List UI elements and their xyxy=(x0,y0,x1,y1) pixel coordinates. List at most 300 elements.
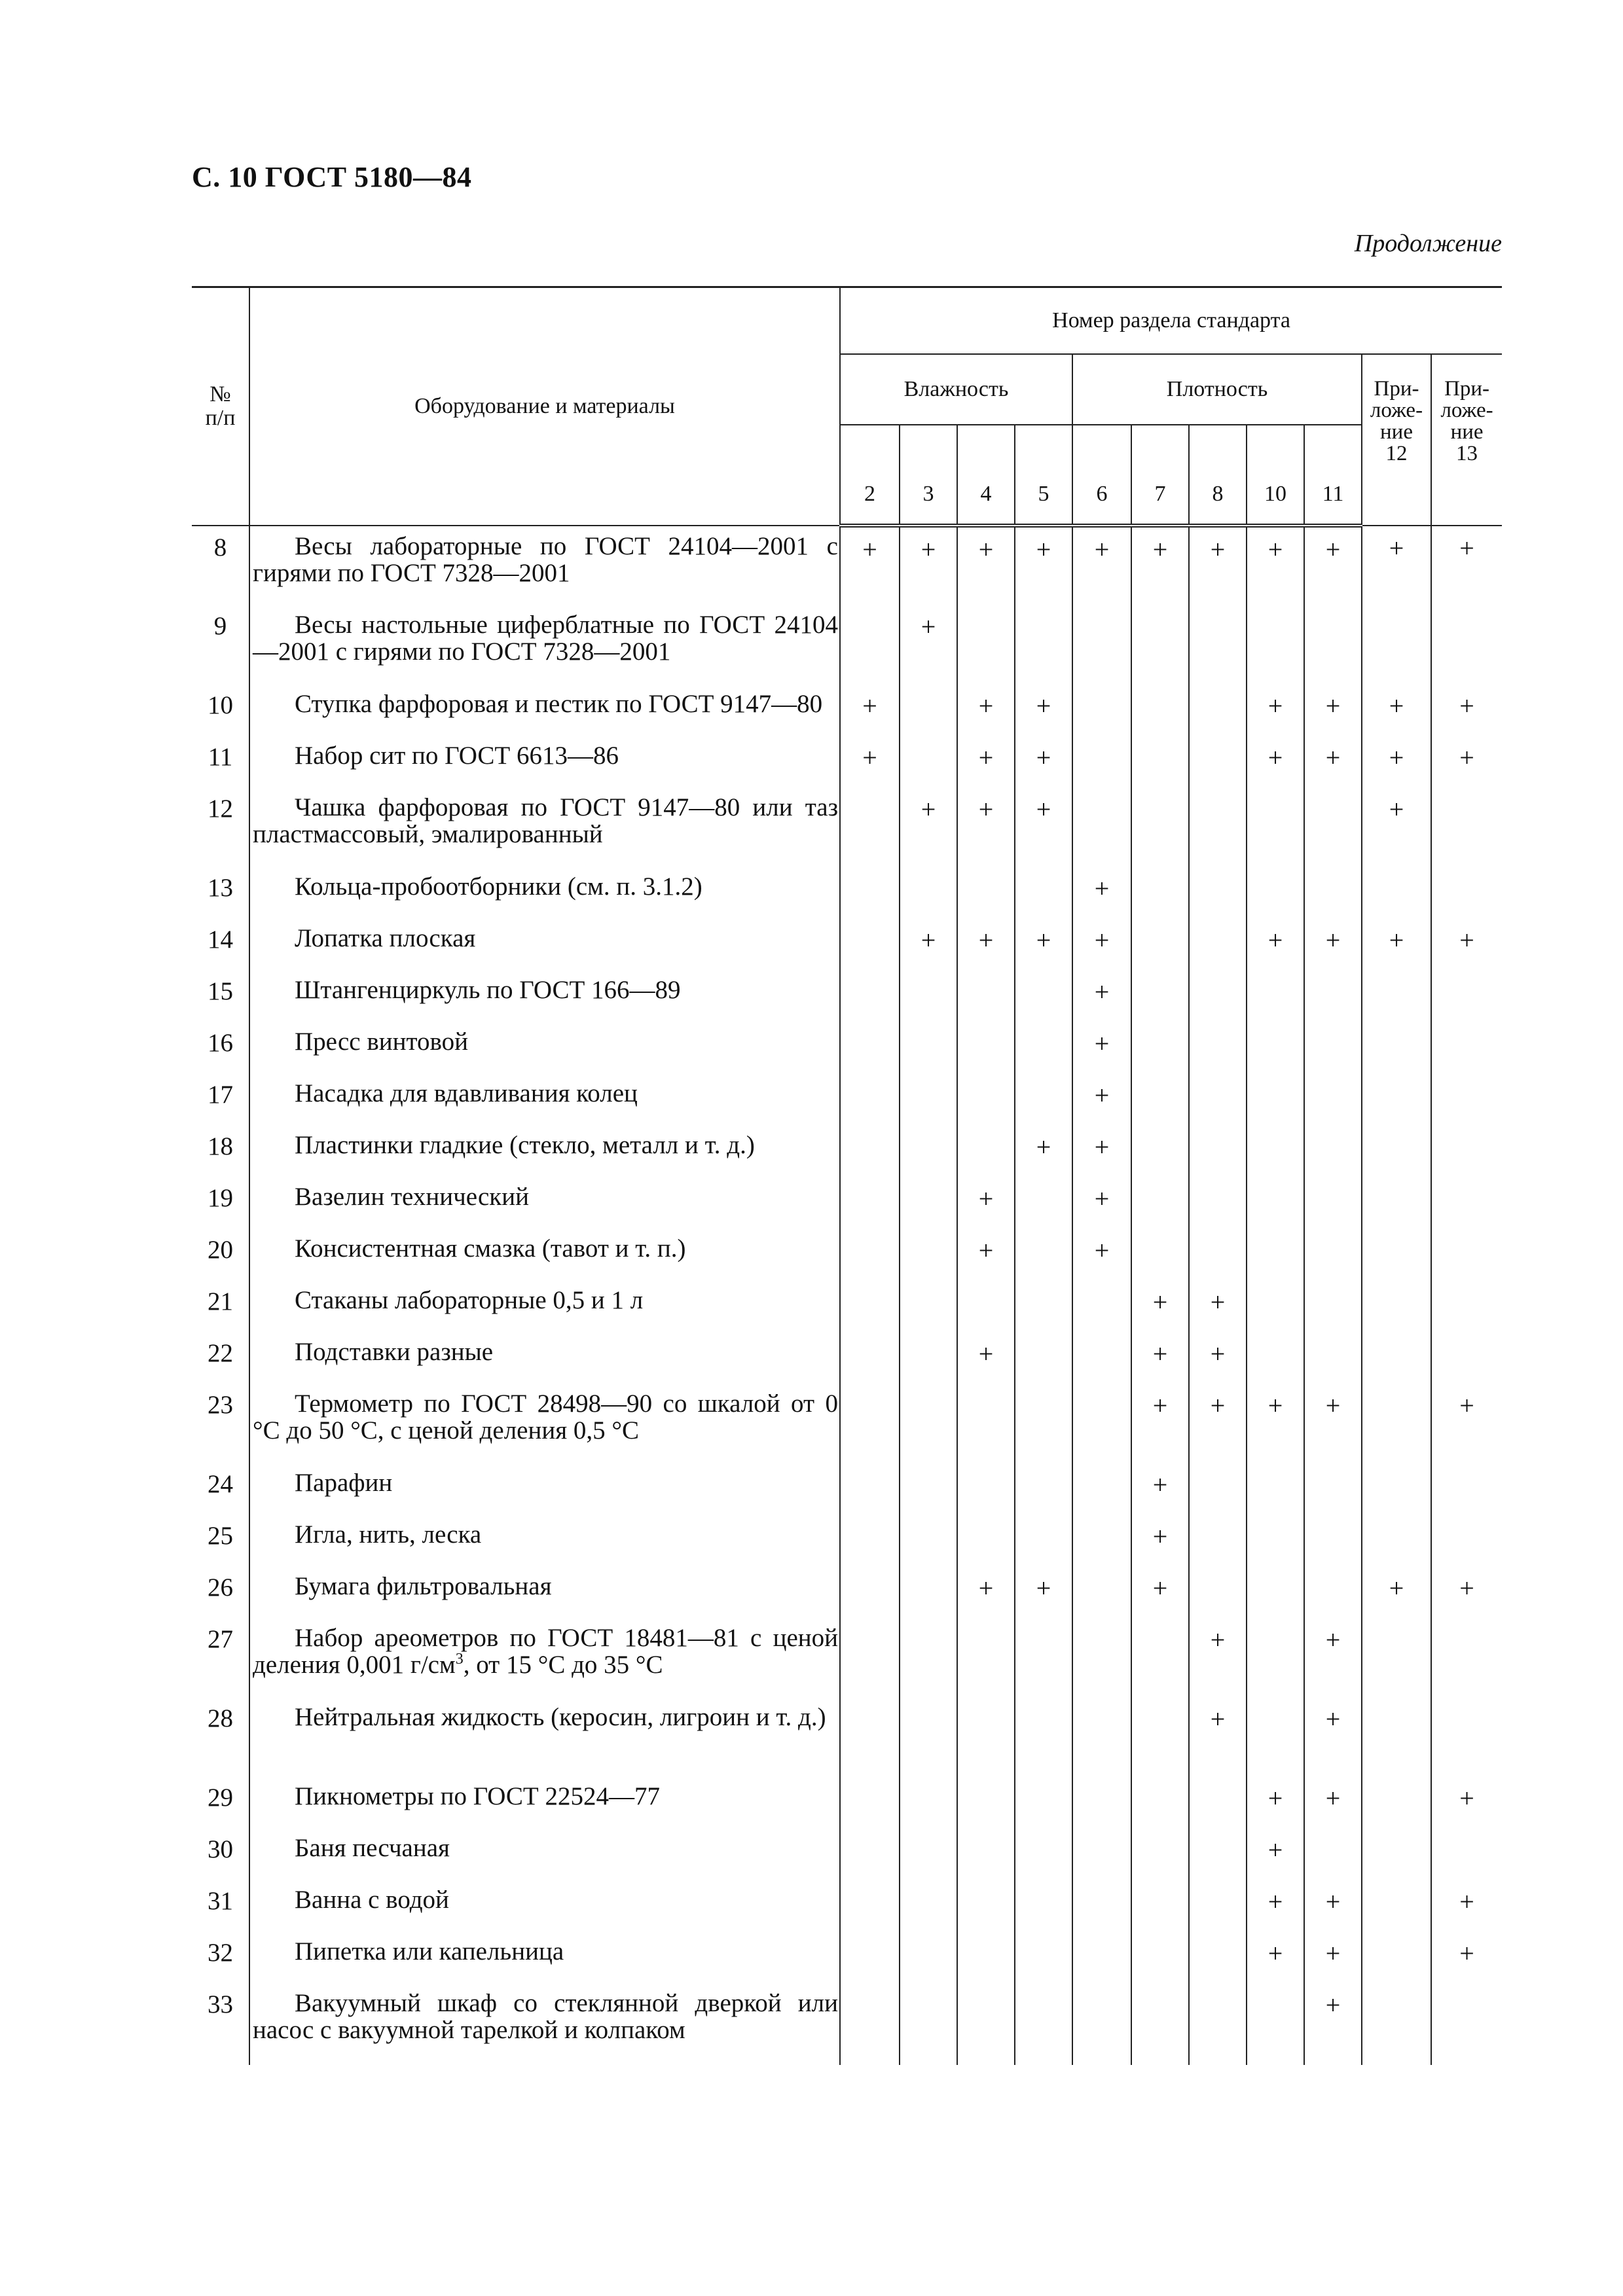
mark-cell: + xyxy=(1304,921,1362,973)
row-number: 26 xyxy=(192,1569,249,1621)
mark-cell xyxy=(1304,1283,1362,1335)
equipment-text: Подставки разные xyxy=(295,1338,494,1366)
mark-cell: + xyxy=(957,526,1015,607)
table-row xyxy=(192,738,1502,790)
table-row xyxy=(192,1465,1502,1517)
mark-cell xyxy=(1431,1283,1502,1335)
mark-cell xyxy=(900,1986,957,2065)
row-number: 13 xyxy=(192,869,249,921)
mark-cell xyxy=(900,1700,957,1779)
mark-cell: + xyxy=(1072,973,1131,1024)
equipment-text: Ванна с водой xyxy=(295,1886,449,1914)
mark-cell xyxy=(1362,1283,1431,1335)
equipment-text: Пипетка или капельница xyxy=(295,1937,564,1965)
table-row xyxy=(192,1700,1502,1779)
mark-cell: + xyxy=(1247,1882,1304,1934)
mark-cell xyxy=(1431,1024,1502,1076)
mark-cell: + xyxy=(1189,1335,1247,1386)
equipment-name xyxy=(249,1231,840,1283)
equipment-text: Термометр по ГОСТ 28498—90 со шкалой от 0 °С до 50 °С, с ценой деления 0,5 °С xyxy=(253,1390,838,1444)
mark-cell xyxy=(900,1621,957,1700)
section-number-2: 2 xyxy=(840,425,900,526)
mark-cell xyxy=(1362,1986,1431,2065)
mark-cell xyxy=(1431,790,1502,869)
mark-cell xyxy=(1431,1831,1502,1882)
mark-cell: + xyxy=(900,607,957,687)
mark-cell: + xyxy=(840,526,900,607)
equipment-text: Набор ареометров по ГОСТ 18481—81 с ценой деления 0,001 г/см xyxy=(253,1624,838,1679)
equipment-name xyxy=(249,790,840,869)
mark-cell xyxy=(840,1231,900,1283)
equipment-text: Лопатка плоская xyxy=(295,924,476,952)
mark-cell xyxy=(1304,1335,1362,1386)
mark-cell xyxy=(1362,1934,1431,1986)
section-number-10: 10 xyxy=(1247,425,1304,526)
mark-cell xyxy=(840,973,900,1024)
mark-cell xyxy=(1015,1465,1072,1517)
mark-cell: + xyxy=(1431,687,1502,738)
mark-cell xyxy=(1247,1700,1304,1779)
mark-cell xyxy=(1072,1934,1131,1986)
mark-cell xyxy=(1189,1517,1247,1569)
mark-cell: + xyxy=(1362,526,1431,607)
mark-cell xyxy=(1072,1335,1131,1386)
mark-cell xyxy=(1189,687,1247,738)
equipment-text: Насадка для вдавливания колец xyxy=(295,1079,638,1107)
table-row xyxy=(192,687,1502,738)
mark-cell xyxy=(1189,1465,1247,1517)
mark-cell xyxy=(1247,1076,1304,1128)
mark-cell xyxy=(1072,1386,1131,1465)
mark-cell xyxy=(1072,1569,1131,1621)
equipment-text: Кольца-пробоотборники (см. п. 3.1.2) xyxy=(295,872,702,901)
row-number: 18 xyxy=(192,1128,249,1179)
mark-cell xyxy=(1189,1779,1247,1831)
mark-cell xyxy=(957,1621,1015,1700)
mark-cell xyxy=(840,1700,900,1779)
mark-cell xyxy=(957,1386,1015,1465)
equipment-text: Чашка фарфоровая по ГОСТ 9147—80 или таз пластмассовый, эмалированный xyxy=(253,793,838,848)
section-number-6: 6 xyxy=(1072,425,1131,526)
mark-cell xyxy=(1362,1517,1431,1569)
row-number: 9 xyxy=(192,607,249,687)
mark-cell: + xyxy=(957,687,1015,738)
mark-cell: + xyxy=(1431,526,1502,607)
mark-cell xyxy=(1304,1179,1362,1231)
mark-cell xyxy=(1304,1569,1362,1621)
table-row xyxy=(192,1386,1502,1465)
mark-cell xyxy=(1189,1986,1247,2065)
mark-cell: + xyxy=(1431,1779,1502,1831)
row-number: 22 xyxy=(192,1335,249,1386)
mark-cell xyxy=(840,1882,900,1934)
mark-cell: + xyxy=(1431,921,1502,973)
mark-cell xyxy=(1304,607,1362,687)
mark-cell xyxy=(1189,1882,1247,1934)
mark-cell xyxy=(840,1779,900,1831)
mark-cell: + xyxy=(1362,790,1431,869)
mark-cell: + xyxy=(1131,1569,1189,1621)
mark-cell xyxy=(1015,1076,1072,1128)
mark-cell: + xyxy=(1072,1179,1131,1231)
mark-cell xyxy=(1015,1882,1072,1934)
mark-cell xyxy=(1189,1179,1247,1231)
mark-cell xyxy=(1304,1231,1362,1283)
mark-cell xyxy=(840,921,900,973)
mark-cell xyxy=(1189,921,1247,973)
row-number: 28 xyxy=(192,1700,249,1779)
mark-cell: + xyxy=(1247,1831,1304,1882)
mark-cell: + xyxy=(1304,526,1362,607)
mark-cell xyxy=(900,1076,957,1128)
table-row xyxy=(192,1076,1502,1128)
mark-cell xyxy=(900,1517,957,1569)
mark-cell xyxy=(1247,1024,1304,1076)
mark-cell: + xyxy=(957,1335,1015,1386)
mark-cell xyxy=(1247,1231,1304,1283)
mark-cell xyxy=(957,607,1015,687)
mark-cell xyxy=(1072,738,1131,790)
mark-cell xyxy=(840,607,900,687)
mark-cell: + xyxy=(1247,1386,1304,1465)
equipment-name xyxy=(249,1986,840,2065)
table-row xyxy=(192,1621,1502,1700)
mark-cell xyxy=(1072,1986,1131,2065)
mark-cell: + xyxy=(840,738,900,790)
equipment-text: Игла, нить, леска xyxy=(295,1520,482,1549)
equipment-name xyxy=(249,1882,840,1934)
equipment-name xyxy=(249,1779,840,1831)
mark-cell xyxy=(1247,607,1304,687)
table-row xyxy=(192,1024,1502,1076)
mark-cell xyxy=(1072,687,1131,738)
mark-cell xyxy=(1247,790,1304,869)
mark-cell xyxy=(957,869,1015,921)
mark-cell xyxy=(900,1386,957,1465)
mark-cell xyxy=(1431,1128,1502,1179)
mark-cell xyxy=(840,869,900,921)
mark-cell xyxy=(1189,790,1247,869)
row-number: 32 xyxy=(192,1934,249,1986)
mark-cell xyxy=(1015,1283,1072,1335)
mark-cell xyxy=(1247,1569,1304,1621)
equipment-text: Ступка фарфоровая и пестик по ГОСТ 9147—80 xyxy=(295,690,823,718)
mark-cell xyxy=(1431,973,1502,1024)
mark-cell xyxy=(1015,607,1072,687)
mark-cell xyxy=(1189,973,1247,1024)
mark-cell: + xyxy=(1015,526,1072,607)
mark-cell: + xyxy=(1362,1569,1431,1621)
mark-cell xyxy=(1362,1024,1431,1076)
mark-cell xyxy=(1015,1986,1072,2065)
equipment-text-cont: , от 15 °С до 35 °С xyxy=(463,1651,663,1679)
mark-cell xyxy=(957,1934,1015,1986)
row-number: 21 xyxy=(192,1283,249,1335)
mark-cell: + xyxy=(1131,526,1189,607)
mark-cell xyxy=(1362,1386,1431,1465)
mark-cell xyxy=(1072,790,1131,869)
mark-cell: + xyxy=(1362,921,1431,973)
mark-cell xyxy=(1131,1882,1189,1934)
mark-cell xyxy=(1304,1128,1362,1179)
mark-cell xyxy=(900,1128,957,1179)
mark-cell xyxy=(957,1024,1015,1076)
mark-cell xyxy=(840,1283,900,1335)
equipment-text: Штангенциркуль по ГОСТ 166—89 xyxy=(295,976,681,1004)
mark-cell xyxy=(1247,1283,1304,1335)
mark-cell xyxy=(900,1934,957,1986)
mark-cell xyxy=(1431,1700,1502,1779)
equipment-name xyxy=(249,921,840,973)
mark-cell: + xyxy=(1015,790,1072,869)
mark-cell xyxy=(1362,1465,1431,1517)
mark-cell: + xyxy=(1131,1517,1189,1569)
mark-cell xyxy=(1131,1231,1189,1283)
mark-cell xyxy=(1431,1179,1502,1231)
mark-cell xyxy=(1015,1335,1072,1386)
equipment-name xyxy=(249,1076,840,1128)
mark-cell: + xyxy=(1072,1128,1131,1179)
equipment-name xyxy=(249,687,840,738)
mark-cell xyxy=(1015,1386,1072,1465)
mark-cell: + xyxy=(1247,1779,1304,1831)
mark-cell xyxy=(1247,1465,1304,1517)
mark-cell xyxy=(1247,1517,1304,1569)
mark-cell: + xyxy=(1431,1569,1502,1621)
equipment-name xyxy=(249,1179,840,1231)
mark-cell xyxy=(1131,1076,1189,1128)
mark-cell xyxy=(1362,1831,1431,1882)
mark-cell: + xyxy=(1304,1700,1362,1779)
mark-cell xyxy=(840,1024,900,1076)
mark-cell xyxy=(1189,1934,1247,1986)
mark-cell xyxy=(1131,1779,1189,1831)
mark-cell xyxy=(1247,1335,1304,1386)
mark-cell xyxy=(900,1465,957,1517)
table-row xyxy=(192,1779,1502,1831)
col-header-moisture: Влажность xyxy=(840,354,1072,425)
mark-cell xyxy=(1362,607,1431,687)
mark-cell xyxy=(1131,790,1189,869)
row-number: 14 xyxy=(192,921,249,973)
mark-cell xyxy=(900,1024,957,1076)
mark-cell xyxy=(1131,687,1189,738)
mark-cell xyxy=(900,1882,957,1934)
table-row xyxy=(192,1128,1502,1179)
mark-cell xyxy=(1431,869,1502,921)
mark-cell: + xyxy=(1015,1128,1072,1179)
mark-cell: + xyxy=(1362,687,1431,738)
equipment-text: Набор сит по ГОСТ 6613—86 xyxy=(295,742,619,770)
table-row xyxy=(192,921,1502,973)
mark-cell xyxy=(1189,1076,1247,1128)
col-header-section-group: Номер раздела стандарта xyxy=(840,287,1502,355)
section-number-7: 7 xyxy=(1131,425,1189,526)
equipment-text: Баня песчаная xyxy=(295,1834,450,1862)
mark-cell xyxy=(1131,1986,1189,2065)
table-row xyxy=(192,790,1502,869)
mark-cell xyxy=(1431,1621,1502,1700)
mark-cell xyxy=(1431,607,1502,687)
mark-cell: + xyxy=(1431,1934,1502,1986)
row-number: 29 xyxy=(192,1779,249,1831)
equipment-name xyxy=(249,1283,840,1335)
equipment-text: Весы настольные циферблатные по ГОСТ 24104—2001 с гирями по ГОСТ 7328—2001 xyxy=(253,611,838,666)
mark-cell xyxy=(900,687,957,738)
equipment-name xyxy=(249,1128,840,1179)
equipment-name xyxy=(249,1386,840,1465)
section-number-4: 4 xyxy=(957,425,1015,526)
mark-cell: + xyxy=(840,687,900,738)
mark-cell xyxy=(840,1569,900,1621)
mark-cell xyxy=(1131,921,1189,973)
table-row xyxy=(192,526,1502,607)
mark-cell xyxy=(1431,1986,1502,2065)
mark-cell: + xyxy=(1015,921,1072,973)
table-row xyxy=(192,1882,1502,1934)
mark-cell: + xyxy=(1072,1024,1131,1076)
col-header-equipment: Оборудование и материалы xyxy=(249,287,840,526)
row-number: 27 xyxy=(192,1621,249,1700)
mark-cell xyxy=(1362,1231,1431,1283)
mark-cell xyxy=(1304,973,1362,1024)
mark-cell: + xyxy=(957,921,1015,973)
mark-cell xyxy=(1131,869,1189,921)
mark-cell xyxy=(1189,1128,1247,1179)
mark-cell xyxy=(1015,1779,1072,1831)
mark-cell xyxy=(1072,1465,1131,1517)
mark-cell: + xyxy=(1304,1882,1362,1934)
equipment-table xyxy=(192,286,1502,2065)
mark-cell xyxy=(957,1779,1015,1831)
mark-cell: + xyxy=(1072,921,1131,973)
mark-cell: + xyxy=(1247,687,1304,738)
mark-cell xyxy=(1072,1779,1131,1831)
mark-cell xyxy=(840,1517,900,1569)
table-row xyxy=(192,1934,1502,1986)
table-row xyxy=(192,1517,1502,1569)
mark-cell xyxy=(957,1700,1015,1779)
mark-cell xyxy=(1247,1128,1304,1179)
mark-cell: + xyxy=(1189,1700,1247,1779)
mark-cell xyxy=(1362,1128,1431,1179)
mark-cell xyxy=(1131,1128,1189,1179)
table-row xyxy=(192,607,1502,687)
section-number-11: 11 xyxy=(1304,425,1362,526)
mark-cell xyxy=(1247,973,1304,1024)
mark-cell xyxy=(957,1831,1015,1882)
mark-cell xyxy=(1015,1934,1072,1986)
mark-cell xyxy=(1015,869,1072,921)
mark-cell xyxy=(1362,1779,1431,1831)
mark-cell xyxy=(1189,607,1247,687)
equipment-name xyxy=(249,1934,840,1986)
equipment-name xyxy=(249,1335,840,1386)
mark-cell xyxy=(1131,738,1189,790)
mark-cell xyxy=(1304,1076,1362,1128)
mark-cell: + xyxy=(1304,687,1362,738)
mark-cell xyxy=(840,1621,900,1700)
equipment-name xyxy=(249,607,840,687)
mark-cell xyxy=(957,1283,1015,1335)
mark-cell xyxy=(1304,1465,1362,1517)
mark-cell xyxy=(1072,1517,1131,1569)
col-header-number: № п/п xyxy=(192,287,249,526)
mark-cell: + xyxy=(1304,1986,1362,2065)
mark-cell xyxy=(1247,1986,1304,2065)
mark-cell xyxy=(840,1934,900,1986)
mark-cell xyxy=(1072,1621,1131,1700)
equipment-name xyxy=(249,973,840,1024)
mark-cell xyxy=(1304,1024,1362,1076)
mark-cell: + xyxy=(1015,1569,1072,1621)
mark-cell xyxy=(1015,1231,1072,1283)
mark-cell: + xyxy=(1431,738,1502,790)
mark-cell: + xyxy=(957,1231,1015,1283)
table-row xyxy=(192,1335,1502,1386)
mark-cell xyxy=(1131,1700,1189,1779)
row-number: 23 xyxy=(192,1386,249,1465)
mark-cell xyxy=(1131,607,1189,687)
mark-cell xyxy=(840,1386,900,1465)
mark-cell xyxy=(957,1465,1015,1517)
row-number: 30 xyxy=(192,1831,249,1882)
table-row xyxy=(192,1283,1502,1335)
mark-cell: + xyxy=(1304,1386,1362,1465)
mark-cell xyxy=(900,1831,957,1882)
mark-cell: + xyxy=(1247,738,1304,790)
equipment-name xyxy=(249,1621,840,1700)
mark-cell xyxy=(1362,1700,1431,1779)
table-row xyxy=(192,1569,1502,1621)
row-number: 11 xyxy=(192,738,249,790)
row-number: 25 xyxy=(192,1517,249,1569)
row-number: 19 xyxy=(192,1179,249,1231)
mark-cell xyxy=(1189,1831,1247,1882)
equipment-name xyxy=(249,738,840,790)
mark-cell xyxy=(1304,869,1362,921)
mark-cell xyxy=(900,738,957,790)
mark-cell xyxy=(1431,1465,1502,1517)
mark-cell: + xyxy=(1304,1621,1362,1700)
mark-cell xyxy=(900,1779,957,1831)
table-row xyxy=(192,973,1502,1024)
mark-cell xyxy=(1189,1231,1247,1283)
mark-cell xyxy=(1131,1621,1189,1700)
mark-cell: + xyxy=(900,921,957,973)
mark-cell: + xyxy=(1131,1386,1189,1465)
mark-cell xyxy=(957,1128,1015,1179)
equipment-text: Вакуумный шкаф со стеклянной дверкой или насос с вакуумной тарелкой и колпаком xyxy=(253,1989,838,2044)
mark-cell: + xyxy=(1131,1335,1189,1386)
mark-cell xyxy=(900,973,957,1024)
mark-cell xyxy=(1072,1831,1131,1882)
mark-cell xyxy=(1247,869,1304,921)
mark-cell: + xyxy=(1015,687,1072,738)
mark-cell: + xyxy=(1431,1882,1502,1934)
col-header-appendix-12: При- ложе- ние 12 xyxy=(1362,354,1431,526)
mark-cell xyxy=(1015,1831,1072,1882)
mark-cell xyxy=(1189,1024,1247,1076)
col-header-density: Плотность xyxy=(1072,354,1362,425)
mark-cell xyxy=(957,1986,1015,2065)
section-number-3: 3 xyxy=(900,425,957,526)
mark-cell xyxy=(900,1231,957,1283)
equipment-text: Консистентная смазка (тавот и т. п.) xyxy=(295,1234,686,1263)
mark-cell xyxy=(1362,1882,1431,1934)
mark-cell: + xyxy=(1431,1386,1502,1465)
mark-cell xyxy=(1362,973,1431,1024)
